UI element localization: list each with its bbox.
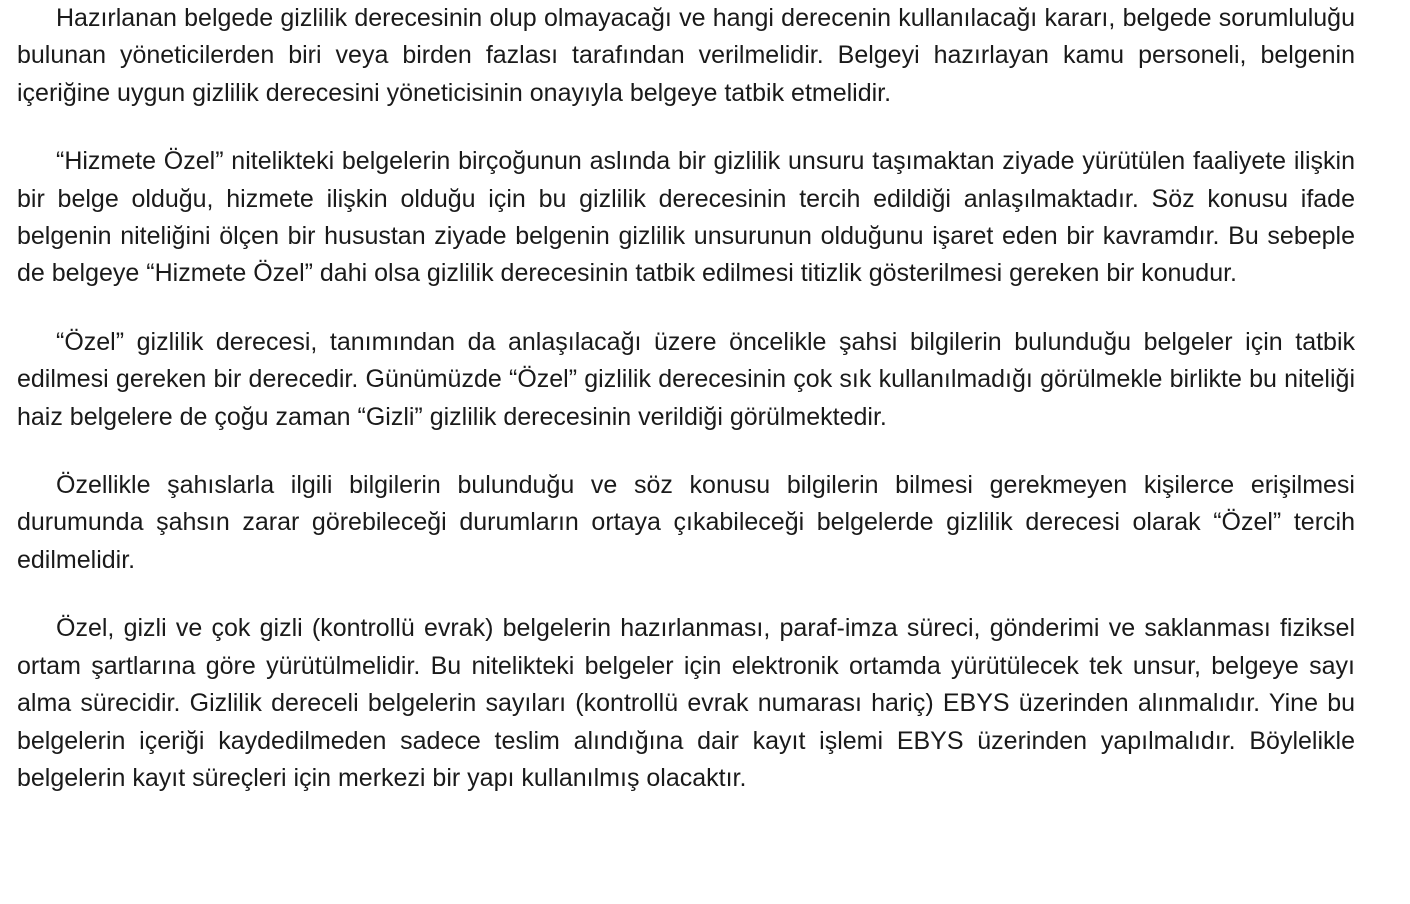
document-body <box>17 0 1355 828</box>
paragraph-hizmete-ozel: “Hizmete Özel” nitelikteki belgelerin birçoğunun aslında bir gizlilik unsuru taşımaktan ziyade yürütülen faaliyete ilişkin bir belge olduğu, hizmete ilişkin olduğu için bu gizlilik derecesinin tercih edildiği anlaşılmaktadır. Söz konusu ifade belgenin niteliğini ölçen bir husustan ziyade belgenin gizlilik unsurunun olduğunu işaret eden bir kavramdır. Bu sebeple de belgeye “Hizmete Özel” dahi olsa gizlilik derecesinin tatbik edilmesi titizlik gösterilmesi gereken bir konudur. <box>17 147 1355 288</box>
paragraph-ozel-degree: “Özel” gizlilik derecesi, tanımından da anlaşılacağı üzere öncelikle şahsi bilgilerin bulunduğu belgeler için tatbik edilmesi gereken bir derecedir. Günümüzde “Özel” gizlilik derecesinin çok sık kullanılmadığı görülmekle birlikte bu niteliği haiz belgelere de çoğu zaman “Gizli” gizlilik derecesinin verildiği görülmektedir. <box>17 327 1355 431</box>
paragraph-classification-decision: Hazırlanan belgede gizlilik derecesinin olup olmayacağı ve hangi derecenin kullanılacağı kararı, belgede sorumluluğu bulunan yöneticilerden biri veya birden fazlası tarafından verilmelidir. Belgeyi hazırlayan kamu personeli, belgenin içeriğine uygun gizlilik derecesini yöneticisinin onayıyla belgeye tatbik etmelidir. <box>17 4 1355 107</box>
paragraph-personal-information: Özellikle şahıslarla ilgili bilgilerin bulunduğu ve söz konusu bilgilerin bilmesi gerekmeyen kişilerce erişilmesi durumunda şahsın zarar görebileceği durumların ortaya çıkabileceği belgelerde gizlilik derecesi olarak “Özel” tercih edilmelidir. <box>17 471 1355 574</box>
paragraph-physical-handling: Özel, gizli ve çok gizli (kontrollü evrak) belgelerin hazırlanması, paraf-imza süreci, gönderimi ve saklanması fiziksel ortam şartlarına göre yürütülmelidir. Bu nitelikteki belgeler için elektronik ortamda yürütülecek tek unsur, belgeye sayı alma sürecidir. Gizlilik dereceli belgelerin sayıları (kontrollü evrak numarası hariç) EBYS üzerinden alınmalıdır. Yine bu belgelerin içeriği kaydedilmeden sadece teslim alındığına dair kayıt işlemi EBYS üzerinden yapılmalıdır. Böylelikle belgelerin kayıt süreçleri için merkezi bir yapı kullanılmış olacaktır. <box>17 614 1355 792</box>
